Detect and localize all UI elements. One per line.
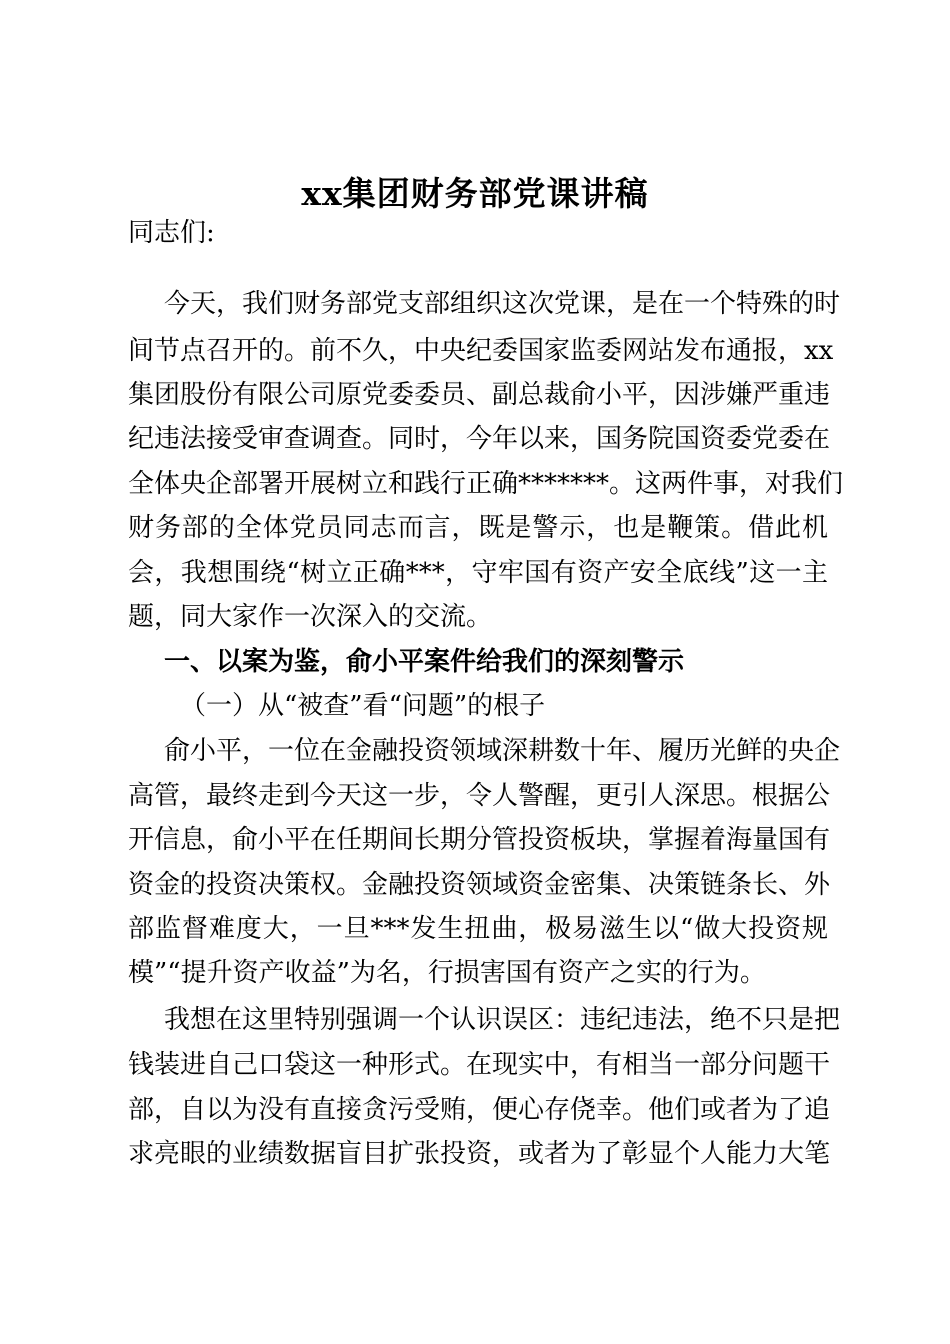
paragraph-line: 题，同大家作一次深入的交流。	[128, 602, 493, 632]
section-heading: 一、以案为鉴，俞小平案件给我们的深刻警示	[164, 647, 685, 677]
paragraph-line: 高管，最终走到今天这一步，令人警醒，更引人深思。根据公	[128, 781, 831, 811]
salutation: 同志们:	[128, 218, 215, 248]
paragraph-line: 部监督难度大，一旦***发生扭曲，极易滋生以“做大投资规	[128, 914, 828, 944]
paragraph-line: 今天，我们财务部党支部组织这次党课，是在一个特殊的时	[164, 289, 841, 319]
paragraph-line: 全体央企部署开展树立和践行正确*******。这两件事，对我们	[128, 469, 844, 499]
paragraph-line: 模”“提升资产收益”为名，行损害国有资产之实的行为。	[128, 958, 766, 988]
paragraph-line: 财务部的全体党员同志而言，既是警示，也是鞭策。借此机	[128, 513, 828, 543]
paragraph-line: 纪违法接受审查调查。同时，今年以来，国务院国资委党委在	[128, 424, 831, 454]
paragraph-line: 俞小平，一位在金融投资领域深耕数十年、履历光鲜的央企	[164, 736, 841, 766]
paragraph-line: 开信息，俞小平在任期间长期分管投资板块，掌握着海量国有	[128, 825, 831, 855]
paragraph-line: 部，自以为没有直接贪污受贿，便心存侥幸。他们或者为了追	[128, 1095, 831, 1125]
subsection-heading: （一）从“被查”看“问题”的根子	[180, 691, 546, 721]
document-title: xx集团财务部党课讲稿	[301, 174, 649, 213]
paragraph-line: 我想在这里特别强调一个认识误区：违纪违法，绝不只是把	[164, 1005, 841, 1035]
paragraph-line: 集团股份有限公司原党委委员、副总裁俞小平，因涉嫌严重违	[128, 380, 831, 410]
paragraph-line: 钱装进自己口袋这一种形式。在现实中，有相当一部分问题干	[128, 1050, 831, 1080]
paragraph-line: 会，我想围绕“树立正确***，守牢国有资产安全底线”这一主	[128, 558, 828, 588]
paragraph-line: 间节点召开的。前不久，中央纪委国家监委网站发布通报，xx	[128, 336, 834, 366]
paragraph-line: 求亮眼的业绩数据盲目扩张投资，或者为了彰显个人能力大笔	[128, 1139, 831, 1169]
paragraph-line: 资金的投资决策权。金融投资领域资金密集、决策链条长、外	[128, 870, 831, 900]
